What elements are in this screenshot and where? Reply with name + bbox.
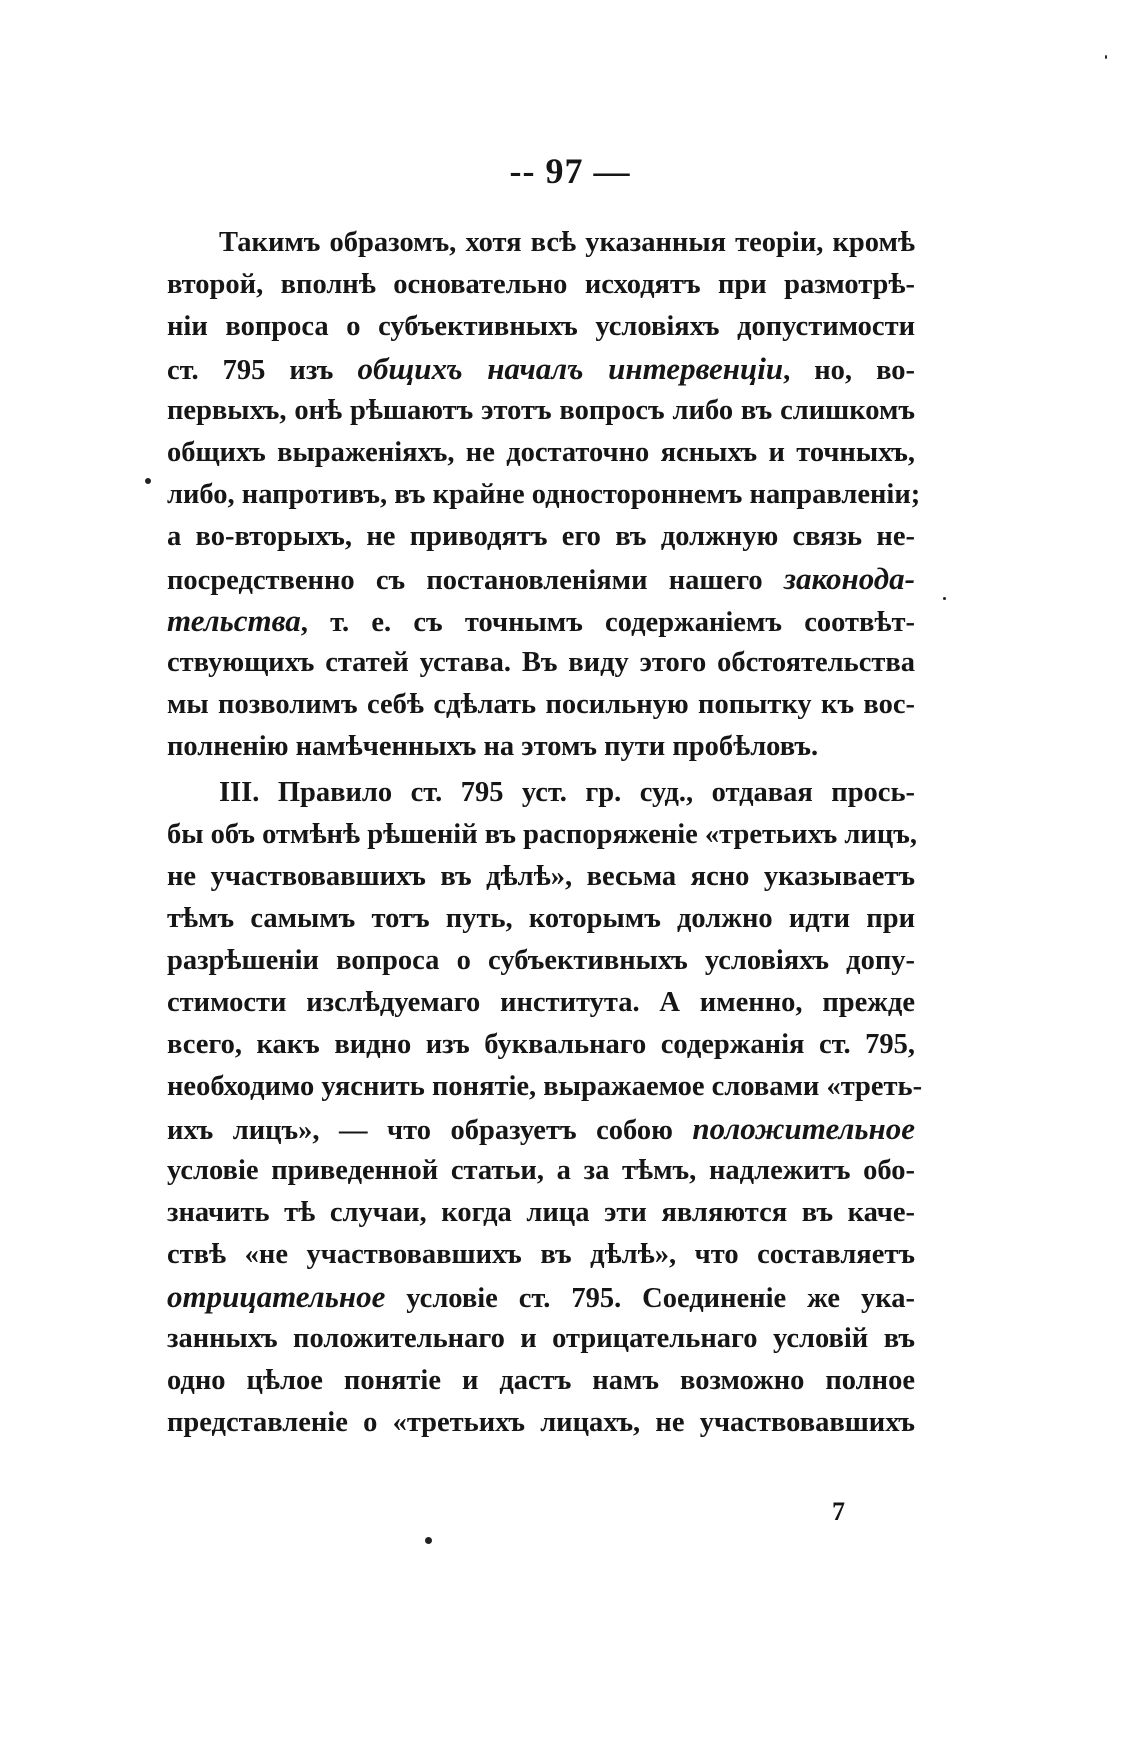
scan-speck [1105,55,1107,59]
text-line [167,516,915,558]
text-segment: разрѣшеніи вопроса о субъективныхъ условіяхъ допу- [167,945,915,976]
text-line [167,642,915,684]
text-line [167,558,915,600]
text-segment: условіе ст. 795. Соединеніе же ука- [385,1283,915,1314]
text-line [167,856,915,898]
page-number-header: -- 97 — [509,151,631,191]
text-segment: ихъ лицъ», — что образуетъ собою [167,1115,693,1146]
text-segment: всего, какъ видно изъ буквальнаго содержанія ст. 795, [167,1029,915,1060]
text-line [167,1402,915,1444]
text-segment: ст. 795 изъ [167,355,358,386]
text-segment: значить тѣ случаи, когда лица эти являются въ каче- [167,1197,915,1228]
scan-speck [145,478,151,484]
text-segment: первыхъ, онѣ рѣшаютъ этотъ вопросъ либо въ слишкомъ [167,395,915,426]
text-line [167,222,915,264]
text-segment: полненію намѣченныхъ на этомъ пути пробѣловъ. [167,731,819,762]
text-line [167,1360,915,1402]
text-segment: общихъ выраженіяхъ, не достаточно ясныхъ и точныхъ, [167,437,915,468]
text-line [167,264,915,306]
text-line [167,772,915,814]
text-segment: необходимо уяснить понятіе, выражаемое словами «треть- [167,1071,923,1102]
text-line [167,726,915,768]
text-segment: а во-вторыхъ, не приводятъ его въ должную связь не- [167,521,915,552]
text-line [167,432,915,474]
text-segment: второй, вполнѣ основательно исходятъ при размотрѣ- [167,269,915,300]
text-segment: условіе приведенной статьи, а за тѣмъ, надлежитъ обо- [167,1155,915,1186]
text-segment: занныхъ положительнаго и отрицательнаго условій въ [167,1323,915,1354]
text-segment: не участвовавшихъ въ дѣлѣ», весьма ясно указываетъ [167,861,915,892]
signature-mark: 7 [832,1497,845,1526]
text-line [167,1318,915,1360]
text-segment: Такимъ образомъ, хотя всѣ указанныя теоріи, кромѣ [219,227,915,258]
italic-emphasis: отрицательное [167,1279,386,1314]
text-line [167,348,915,390]
text-line [167,814,915,856]
text-line [167,1108,915,1150]
text-line [167,982,915,1024]
body-text [167,222,923,1444]
text-segment: одно цѣлое понятіе и дастъ намъ возможно полное [167,1365,915,1396]
text-segment: бы объ отмѣнѣ рѣшеній въ распоряженіе «третьихъ лицъ, [167,819,917,850]
text-line [167,1066,923,1108]
text-segment: , т. е. съ точнымъ содержаніемъ соотвѣт- [300,607,915,638]
text-segment: мы позволимъ себѣ сдѣлать посильную попытку къ вос- [167,689,915,720]
italic-emphasis: тельства [167,603,301,638]
text-line [167,306,915,348]
italic-emphasis: положительное [692,1111,915,1146]
text-segment: ніи вопроса о субъективныхъ условіяхъ допустимости [167,311,915,342]
text-line [167,390,915,432]
text-segment: III. Правило ст. 795 уст. гр. суд., отдавая прось- [219,777,915,808]
text-line [167,940,915,982]
text-segment: представленіе о «третьихъ лицахъ, не участвовавшихъ [167,1407,915,1438]
text-line [167,1192,915,1234]
italic-emphasis: законода- [783,561,915,596]
text-segment: тѣмъ самымъ тотъ путь, которымъ должно идти при [167,903,915,934]
text-segment: стимости изслѣдуемаго института. А именно, прежде [167,987,915,1018]
text-line [167,474,921,516]
text-line [167,684,915,726]
text-line [167,1150,915,1192]
text-segment: ствѣ «не участвовавшихъ въ дѣлѣ», что составляетъ [167,1239,915,1270]
text-line [167,600,915,642]
text-line [167,1234,915,1276]
scan-speck [943,597,946,600]
text-line [167,1276,915,1318]
text-segment: ствующихъ статей устава. Въ виду этого обстоятельства [167,647,915,678]
text-segment: , но, во- [783,355,916,386]
text-segment: либо, напротивъ, въ крайне одностороннемъ направленіи; [167,479,921,510]
text-line [167,1024,915,1066]
text-segment: посредственно съ постановленіями нашего [167,565,784,596]
scan-speck [425,1537,432,1544]
text-line [167,898,915,940]
italic-emphasis: общихъ началъ интервенціи [357,351,784,386]
